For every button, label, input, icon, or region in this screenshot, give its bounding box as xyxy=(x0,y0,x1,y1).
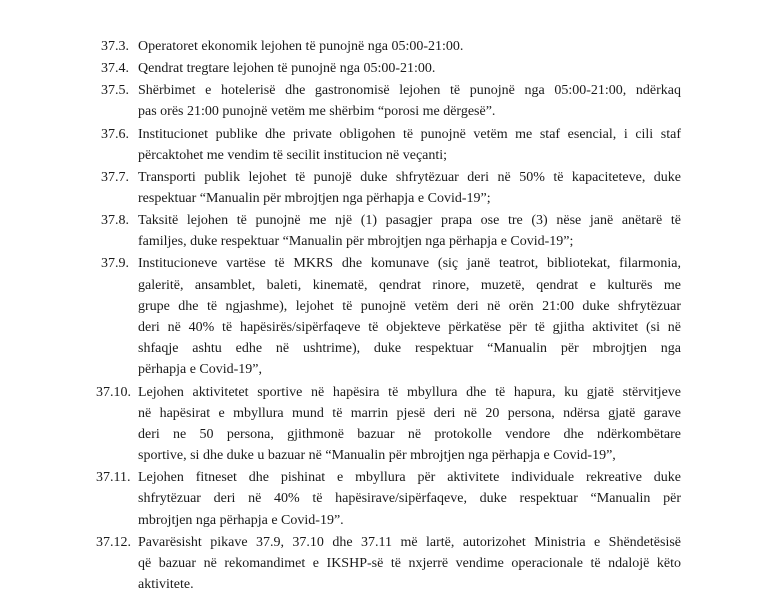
item-text xyxy=(138,58,681,79)
item-text xyxy=(138,124,681,166)
item-number: 37.12. xyxy=(96,534,131,550)
text-line: deri në 40% të hapësirës/sipërfaqeve të objekteve përkatëse për të gjitha aktivitet (si në xyxy=(138,319,681,335)
text-line: Institucionet publike dhe private obligohen të punojnë vetëm me staf esencial, i cili staf xyxy=(138,126,681,142)
text-line: mbrojtjen nga përhapja e Covid-19”. xyxy=(138,512,344,528)
text-line: Shërbimet e hotelerisë dhe gastronomisë lejohen të punojnë nga 05:00-21:00, ndërkaq xyxy=(138,83,681,99)
item-text xyxy=(138,167,681,209)
text-line: përhapja e Covid-19”, xyxy=(138,362,263,378)
text-line: Operatoret ekonomik lejohen të punojnë nga 05:00-21:00. xyxy=(138,39,464,54)
item-text xyxy=(138,80,681,122)
text-line: Taksitë lejohen të punojnë me një (1) pasagjer prapa ose tre (3) nëse janë anëtarë të xyxy=(138,213,681,229)
text-line: Institucioneve vartëse të MKRS dhe komunave (siç janë teatrot, bibliotekat, filarmonia, xyxy=(138,256,681,272)
text-line: në hapësirat e mbyllura mund të marrin pjesë deri në 20 persona, ndërsa gjatë garave xyxy=(138,405,681,421)
text-line: që bazuar në rekomandimet e IKSHP-së të nxjerrë vendime operacionale të ndalojë këto xyxy=(138,555,681,571)
text-line: Lejohen fitneset dhe pishinat e mbyllura për aktivitete individuale rekreative duke xyxy=(138,470,681,486)
text-line: sportive, si dhe duke u bazuar në “Manualin për mbrojtjen nga përhapja e Covid-19”, xyxy=(138,448,616,464)
item-text xyxy=(138,532,681,595)
text-line: Transporti publik lejohet të punojë duke shfrytëzuar deri në 50% të kapaciteteve, duke xyxy=(138,169,681,185)
item-number: 37.10. xyxy=(96,384,131,400)
item-number: 37.8. xyxy=(101,213,129,229)
item-text xyxy=(138,210,681,252)
text-line: familjes, duke respektuar “Manualin për mbrojtjen nga përhapja e Covid-19”; xyxy=(138,234,574,250)
item-number: 37.6. xyxy=(101,126,129,142)
text-line: Qendrat tregtare lejohen të punojnë nga 05:00-21:00. xyxy=(138,61,436,77)
item-text xyxy=(138,467,681,531)
item-number: 37.9. xyxy=(101,256,129,272)
item-number: 37.3. xyxy=(101,39,129,54)
item-text xyxy=(138,382,681,467)
item-number: 37.4. xyxy=(101,61,129,77)
item-number: 37.7. xyxy=(101,169,129,185)
text-line: galeritë, ansamblet, baleti, kinematë, qendrat rinore, muzetë, qendrat e kulturës me xyxy=(138,277,681,293)
text-line: shfrytëzuar deri në 40% të hapësirave/sipërfaqeve, duke respektuar “Manualin për xyxy=(138,491,681,507)
text-line: grupe dhe të ngjashme), lejohet të punojnë vetëm deri në orën 21:00 duke shfrytëzuar xyxy=(138,298,681,314)
text-line: shfaqje ashtu edhe në ushtrime), duke respektuar “Manualin për mbrojtjen nga xyxy=(138,341,681,357)
text-line: deri ne 50 persona, gjithmonë bazuar në protokolle vendore dhe ndërkombëtare xyxy=(138,426,681,442)
item-number: 37.5. xyxy=(101,83,129,99)
text-line: respektuar “Manualin për mbrojtjen nga përhapja e Covid-19”; xyxy=(138,190,491,206)
item-text xyxy=(138,36,681,57)
text-line: aktivitete. xyxy=(138,577,194,593)
item-number: 37.11. xyxy=(96,470,131,486)
item-text xyxy=(138,253,681,380)
text-line: përcaktohet me vendim të secilit institucion në veçanti; xyxy=(138,147,448,163)
text-line: Lejohen aktivitetet sportive në hapësira të mbyllura dhe të hapura, ku gjatë stërvitjeve xyxy=(138,384,681,400)
text-line: Pavarësisht pikave 37.9, 37.10 dhe 37.11 më lartë, autorizohet Ministria e Shëndetësisë xyxy=(138,534,681,550)
text-line: pas orës 21:00 punojnë vetëm me shërbim “porosi me dërgesë”. xyxy=(138,104,496,120)
